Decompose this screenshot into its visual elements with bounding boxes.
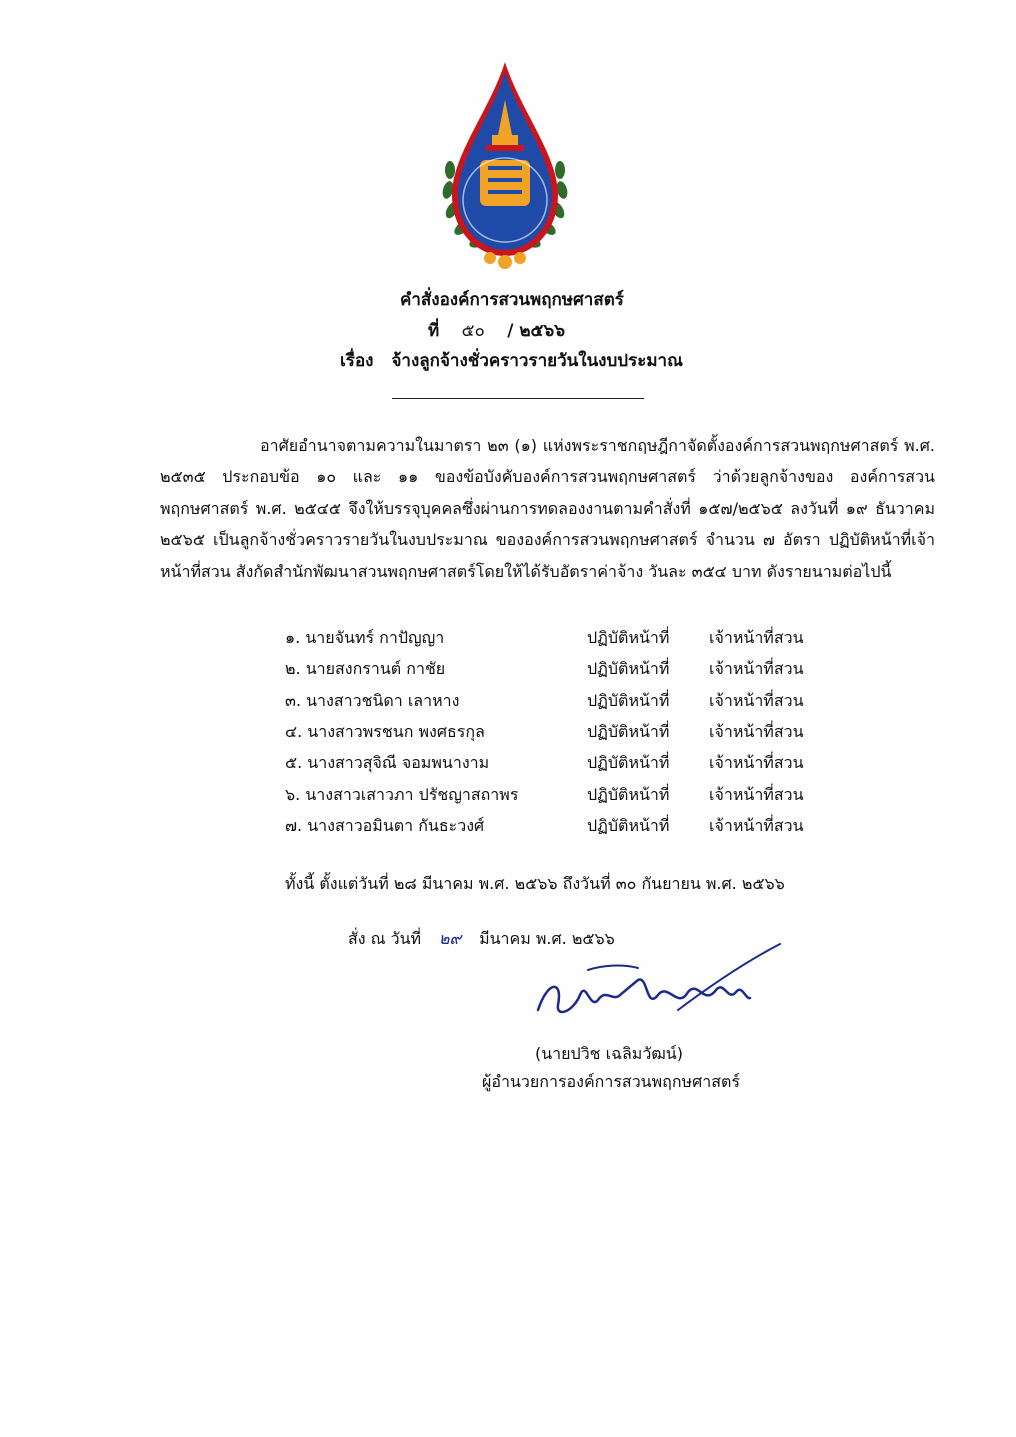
staff-position: เจ้าหน้าที่สวน <box>709 753 804 773</box>
staff-name: ๕. นางสาวสุจิณี จอมพนางาม <box>285 753 490 773</box>
staff-position: เจ้าหน้าที่สวน <box>709 690 804 710</box>
signer-title: ผู้อำนวยการองค์การสวนพฤกษศาสตร์ <box>482 1072 740 1091</box>
staff-row <box>285 779 845 810</box>
signer-name: (นายปวิช เฉลิมวัฒน์) <box>535 1044 683 1063</box>
staff-list <box>285 623 845 842</box>
staff-name: ๗. นางสาวอมินตา กันธะวงศ์ <box>285 815 485 835</box>
staff-name: ๔. นางสาวพรชนก พงศธรกุล <box>285 722 485 742</box>
signed-month-year: มีนาคม พ.ศ. ๒๕๖๖ <box>479 929 615 948</box>
staff-row <box>285 717 845 748</box>
staff-duty: ปฏิบัติหน้าที่ <box>587 659 670 679</box>
staff-duty: ปฏิบัติหน้าที่ <box>587 690 670 710</box>
staff-position: เจ้าหน้าที่สวน <box>709 815 804 835</box>
document-number <box>428 317 565 344</box>
subject-label: เรื่อง <box>340 351 374 371</box>
document-subject <box>340 347 683 374</box>
staff-duty: ปฏิบัติหน้าที่ <box>587 815 670 835</box>
staff-row <box>285 654 845 685</box>
staff-position: เจ้าหน้าที่สวน <box>709 628 804 648</box>
number-year: / ๒๕๖๖ <box>507 321 566 341</box>
staff-position: เจ้าหน้าที่สวน <box>709 722 804 742</box>
organization-seal-icon <box>430 60 580 270</box>
staff-name: ๓. นางสาวชนิดา เลาหาง <box>285 690 460 710</box>
staff-name: ๖. นางสาวเสาวภา ปรัชญาสถาพร <box>285 784 519 804</box>
handwritten-signature-icon <box>528 940 788 1030</box>
header-divider <box>392 398 644 399</box>
staff-row <box>285 623 845 654</box>
staff-duty: ปฏิบัติหน้าที่ <box>587 628 670 648</box>
staff-position: เจ้าหน้าที่สวน <box>709 659 804 679</box>
staff-name: ๒. นายสงกรานต์ กาชัย <box>285 659 446 679</box>
number-value: ๕๐ <box>461 321 485 341</box>
subject-text: จ้างลูกจ้างชั่วคราวรายวันในงบประมาณ <box>391 351 683 371</box>
number-label: ที่ <box>428 321 440 341</box>
staff-duty: ปฏิบัติหน้าที่ <box>587 753 670 773</box>
document-title: คำสั่งองค์การสวนพฤกษศาสตร์ <box>400 290 624 310</box>
body-section <box>160 430 935 587</box>
staff-name: ๑. นายจันทร์ กาปัญญา <box>285 628 445 648</box>
signed-day: ๒๙ <box>438 929 462 948</box>
body-paragraph: อาศัยอำนาจตามความในมาตรา ๒๓ (๑) แห่งพระราชกฤษฎีกาจัดตั้งองค์การสวนพฤกษศาสตร์ พ.ศ. ๒๕๓๕ ประกอบข้อ ๑๐ และ ๑๑ ของข้อบังคับองค์การสวนพฤกษศาสตร์ ว่าด้วยลูกจ้างของ องค์การสวนพฤกษศาสตร์ พ.ศ. ๒๕๔๕ จึงให้บรรจุบุคคลซึ่งผ่านการทดลองงานตามคำสั่งที่ ๑๕๗/๒๕๖๕ ลงวันที่ ๑๙ ธันวาคม ๒๕๖๕ เป็นลูกจ้างชั่วคราวรายวันในงบประมาณ ขององค์การสวนพฤกษศาสตร์ จำนวน ๗ อัตรา ปฏิบัติหน้าที่เจ้าหน้าที่สวน สังกัดสำนักพัฒนาสวนพฤกษศาสตร์โดยให้ได้รับอัตราค่าจ้าง วันละ ๓๕๔ บาท ดังรายนามต่อไปนี้ <box>160 436 935 581</box>
staff-position: เจ้าหน้าที่สวน <box>709 784 804 804</box>
effective-period: ทั้งนี้ ตั้งแต่วันที่ ๒๘ มีนาคม พ.ศ. ๒๕๖๖ ถึงวันที่ ๓๐ กันยายน พ.ศ. ๒๕๖๖ <box>285 874 785 893</box>
signed-prefix: สั่ง ณ วันที่ <box>348 929 422 948</box>
staff-duty: ปฏิบัติหน้าที่ <box>587 784 670 804</box>
staff-row <box>285 748 845 779</box>
staff-row <box>285 686 845 717</box>
staff-row <box>285 811 845 842</box>
staff-duty: ปฏิบัติหน้าที่ <box>587 722 670 742</box>
